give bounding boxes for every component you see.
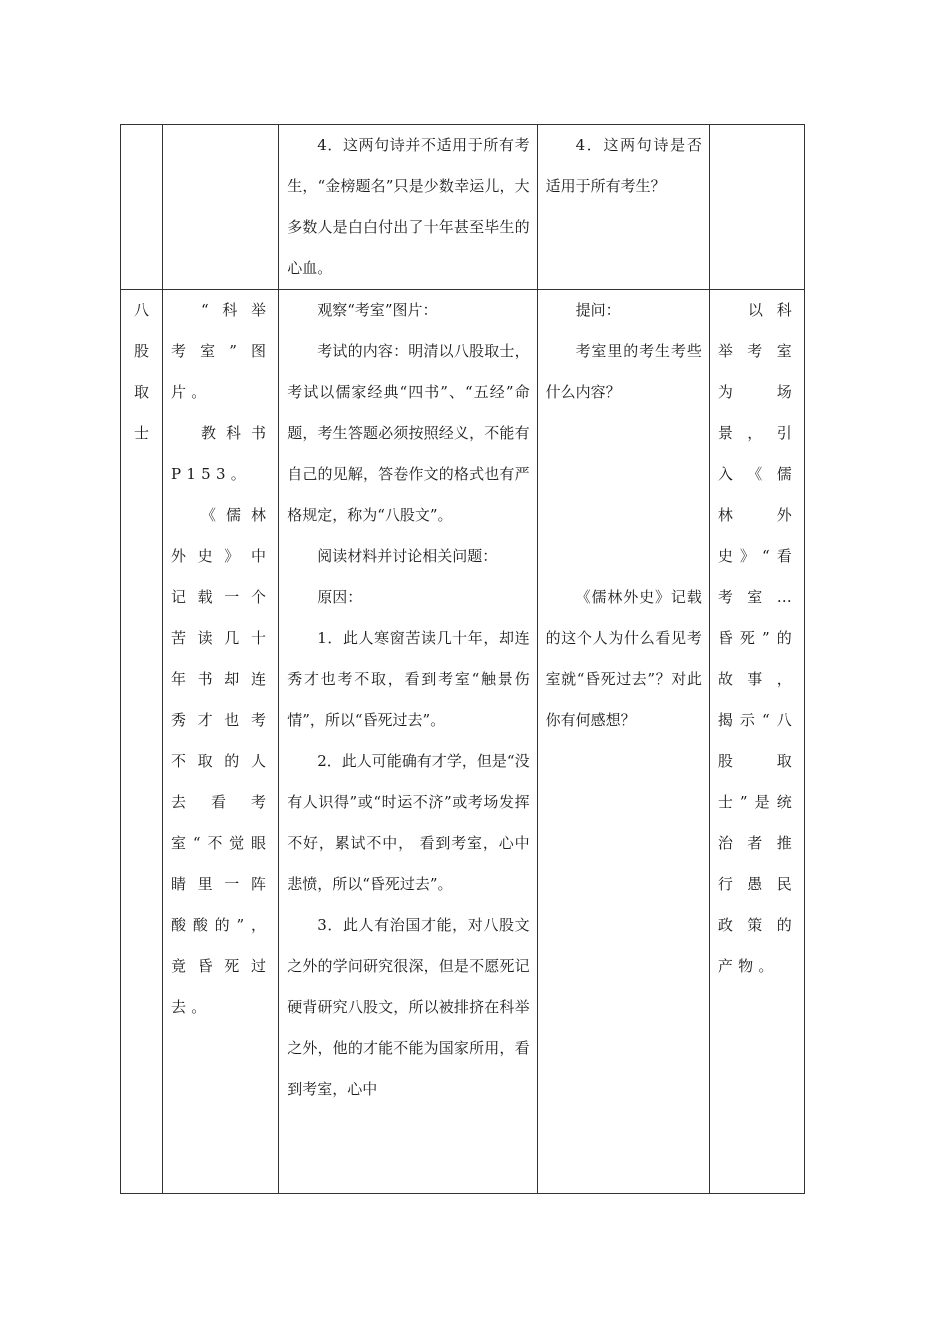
question-cell: [537, 125, 709, 290]
content-cell: [279, 125, 537, 290]
question-text: 《儒林外史》记载的这个人为什么看见考室就“昏死过去”？对此你有何感想？: [545, 588, 702, 729]
topic-title: 八 股 取 士: [134, 301, 150, 442]
topic-cell: [121, 290, 163, 1194]
material-item: 《儒林外史》中记载一个苦读几十年书却连秀才也考不取的人去看考室“不觉眼睛里一阵酸酸的”，竟昏死过去。: [171, 506, 272, 1016]
question-text: 考室里的考生考些什么内容？: [545, 342, 702, 401]
topic-cell: [121, 125, 163, 290]
content-paragraph: 3．此人有治国才能，对八股文之外的学问研究很深，但是不愿死记硬背研究八股文，所以被排挤在科举之外，他的才能不能为国家所用，看到考室，心中: [287, 916, 530, 1098]
materials-cell: [163, 125, 279, 290]
table-row: [121, 290, 805, 1194]
design-intent-text: 以科举考室为场景，引入《儒林外史》“看考室…昏死”的故事，揭示“八股取士”是统治者推行愚民政策的产物。: [717, 301, 797, 975]
content-paragraph: 2．此人可能确有才学，但是“没有人识得”或“时运不济”或考场发挥不好，累试不中， 看到考室，心中悲愤，所以“昏死过去”。: [287, 752, 530, 893]
materials-cell: [163, 290, 279, 1194]
content-paragraph: 原因：: [317, 588, 363, 606]
content-paragraph: 观察“考室”图片：: [317, 301, 438, 319]
question-text: 提问：: [575, 301, 621, 319]
table-row: [121, 125, 805, 290]
content-paragraph: 1．此人寒窗苦读几十年，却连秀才也考不取，看到考室“触景伤情”，所以“昏死过去”。: [287, 629, 530, 729]
content-paragraph: 阅读材料并讨论相关问题：: [317, 547, 498, 565]
material-item: “科举考室”图片。: [171, 301, 272, 401]
content-paragraph: 考试的内容：明清以八股取士，考试以儒家经典“四书”、“五经”命题，考生答题必须按照经义，不能有自己的见解，答卷作文的格式也有严格规定，称为“八股文”。: [287, 342, 530, 524]
intent-cell: [709, 125, 804, 290]
content-cell: [279, 290, 537, 1194]
spacer: [546, 413, 702, 577]
content-paragraph: 4．这两句诗并不适用于所有考生，“金榜题名”只是少数幸运儿，大多数人是白白付出了十年甚至毕生的心血。: [287, 136, 530, 277]
material-item: 教科书P153。: [171, 424, 272, 483]
intent-cell: [709, 290, 804, 1194]
question-text: 4．这两句诗是否适用于所有考生？: [545, 136, 702, 195]
lesson-plan-table: [120, 124, 805, 1194]
question-cell: [537, 290, 709, 1194]
